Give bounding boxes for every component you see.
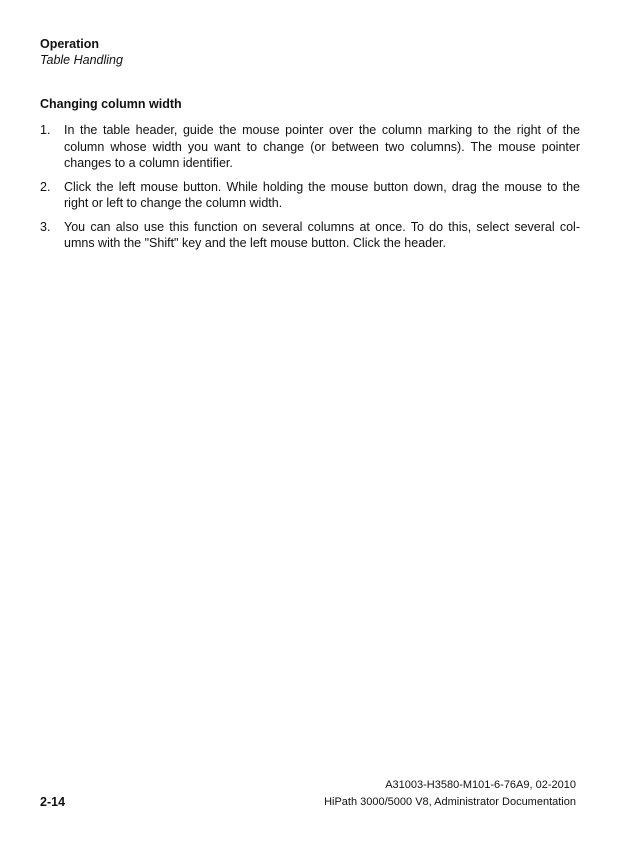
step-item — [40, 179, 580, 212]
step-text: In the table header, guide the mouse pointer over the column marking to the right of the column whose width you want to change (or between two columns). The mouse pointer changes to a column identifier. — [64, 123, 580, 170]
step-text: Click the left mouse button. While holding the mouse button down, drag the mouse to the right or left to change the column width. — [64, 179, 580, 210]
step-item — [40, 219, 580, 252]
step-number: 3. — [40, 219, 51, 234]
running-header — [40, 36, 123, 68]
main-content — [40, 96, 580, 259]
section-heading: Changing column width — [40, 97, 182, 111]
step-item — [40, 122, 580, 172]
step-number: 2. — [40, 179, 51, 194]
section-title: Table Handling — [40, 53, 123, 67]
step-text: You can also use this function on several columns at once. To do this, select several col-umns with the "Shift" key and the left mouse button. Click the header. — [64, 219, 580, 250]
chapter-title: Operation — [40, 37, 100, 51]
steps-list — [40, 122, 580, 252]
step-number: 1. — [40, 123, 51, 137]
document-title: HiPath 3000/5000 V8, Administrator Documentation — [324, 796, 576, 808]
page-number: 2-14 — [40, 795, 66, 809]
document-code: A31003-H3580-M101-6-76A9, 02-2010 — [385, 779, 576, 791]
